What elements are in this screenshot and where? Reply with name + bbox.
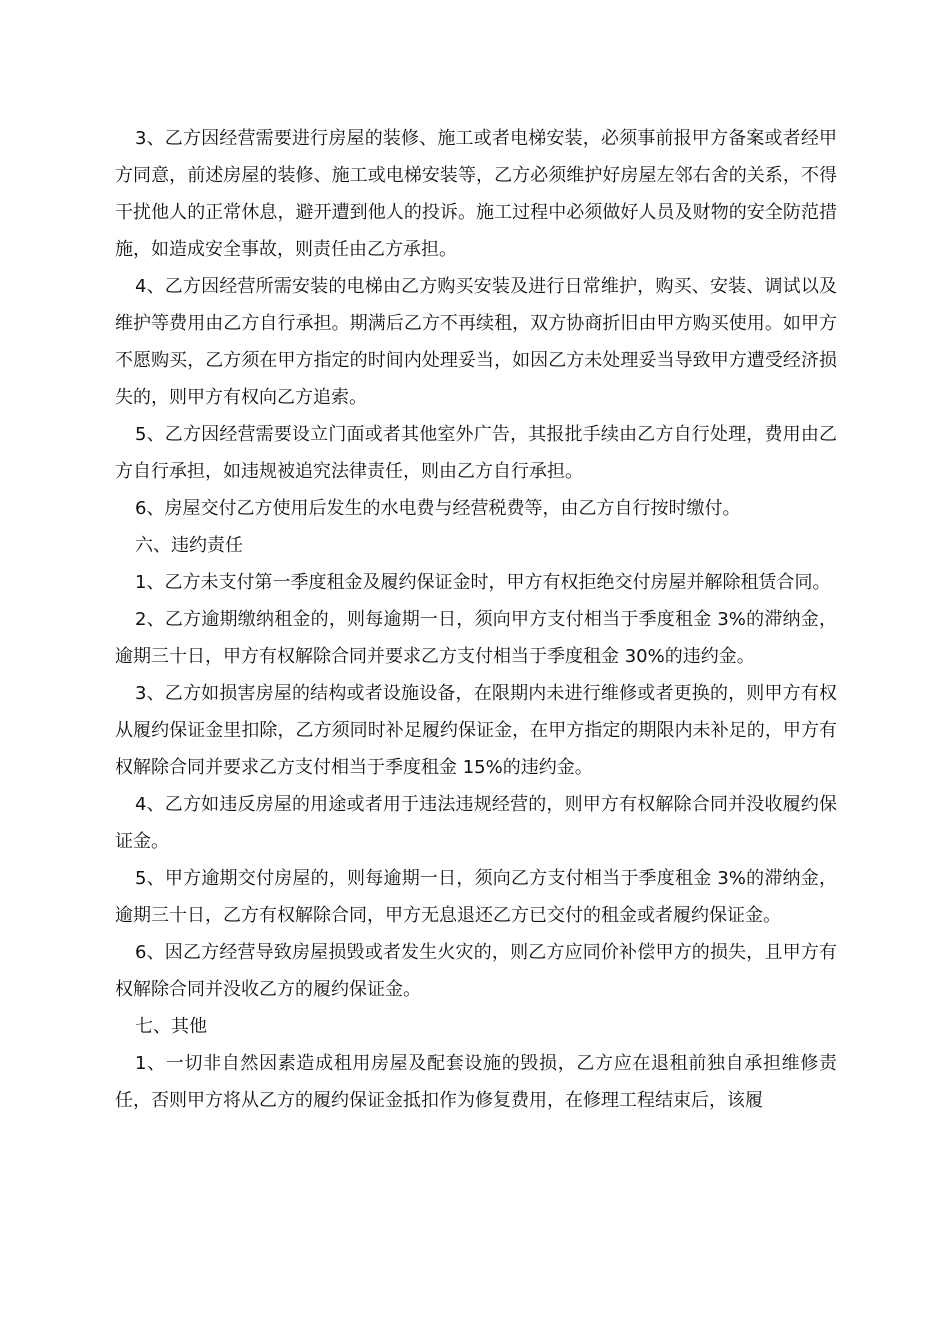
section-heading-other: 七、其他 bbox=[135, 1016, 207, 1037]
document-body bbox=[115, 120, 837, 1119]
clause-6-2: 2、乙方逾期缴纳租金的，则每逾期一日，须向甲方支付相当于季度租金 3%的滞纳金，逾期三十日，甲方有权解除合同并要求乙方支付相当于季度租金 30%的违约金。 bbox=[115, 609, 837, 667]
clause-7-1: 1、一切非自然因素造成租用房屋及配套设施的毁损，乙方应在退租前独自承担维修责任，否则甲方将从乙方的履约保证金抵扣作为修复费用，在修理工程结束后，该履 bbox=[115, 1053, 837, 1111]
section-heading-breach: 六、违约责任 bbox=[135, 535, 243, 556]
clause-5-6: 6、房屋交付乙方使用后发生的水电费与经营税费等，由乙方自行按时缴付。 bbox=[135, 498, 741, 519]
clause-6-1: 1、乙方未支付第一季度租金及履约保证金时，甲方有权拒绝交付房屋并解除租赁合同。 bbox=[135, 572, 831, 593]
clause-5-3: 3、乙方因经营需要进行房屋的装修、施工或者电梯安装，必须事前报甲方备案或者经甲方同意，前述房屋的装修、施工或电梯安装等，乙方必须维护好房屋左邻右舍的关系，不得干扰他人的正常休息，避开遭到他人的投诉。施工过程中必须做好人员及财物的安全防范措施，如造成安全事故，则责任由乙方承担。 bbox=[115, 128, 837, 260]
clause-6-6: 6、因乙方经营导致房屋损毁或者发生火灾的，则乙方应同价补偿甲方的损失，且甲方有权解除合同并没收乙方的履约保证金。 bbox=[115, 942, 837, 1000]
clause-5-4: 4、乙方因经营所需安装的电梯由乙方购买安装及进行日常维护，购买、安装、调试以及维护等费用由乙方自行承担。期满后乙方不再续租，双方协商折旧由甲方购买使用。如甲方不愿购买，乙方须在甲方指定的时间内处理妥当，如因乙方未处理妥当导致甲方遭受经济损失的，则甲方有权向乙方追索。 bbox=[115, 276, 837, 408]
clause-6-3: 3、乙方如损害房屋的结构或者设施设备，在限期内未进行维修或者更换的，则甲方有权从履约保证金里扣除，乙方须同时补足履约保证金，在甲方指定的期限内未补足的，甲方有权解除合同并要求乙方支付相当于季度租金 15%的违约金。 bbox=[115, 683, 837, 778]
clause-6-4: 4、乙方如违反房屋的用途或者用于违法违规经营的，则甲方有权解除合同并没收履约保证金。 bbox=[115, 794, 837, 852]
clause-6-5: 5、甲方逾期交付房屋的，则每逾期一日，须向乙方支付相当于季度租金 3%的滞纳金，逾期三十日，乙方有权解除合同，甲方无息退还乙方已交付的租金或者履约保证金。 bbox=[115, 868, 837, 926]
clause-5-5: 5、乙方因经营需要设立门面或者其他室外广告，其报批手续由乙方自行处理，费用由乙方自行承担，如违规被追究法律责任，则由乙方自行承担。 bbox=[115, 424, 837, 482]
